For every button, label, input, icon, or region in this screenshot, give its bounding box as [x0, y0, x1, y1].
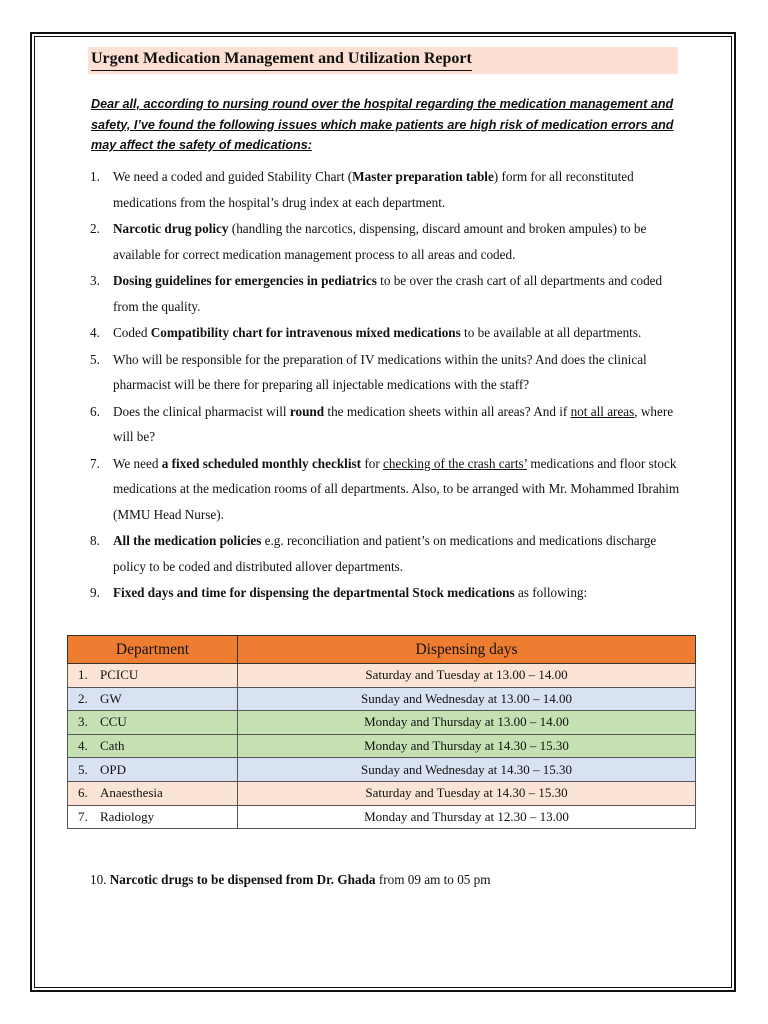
intro-paragraph: Dear all, according to nursing round over the hospital regarding the medication management and safety, I’ve found the following issues which make patients are high risk of medication errors and may affect the safety of medications:	[91, 97, 674, 152]
list-item: 5. Who will be responsible for the preparation of IV medications within the units? And does the clinical pharmacist will be there for preparing all injectable medications with the staff?	[90, 351, 647, 392]
dispensing-table	[67, 635, 696, 829]
department-cell: 3. CCU	[68, 711, 238, 735]
dispensing-days-cell: Monday and Thursday at 13.00 – 14.00	[238, 711, 696, 735]
table-row	[68, 664, 696, 688]
list-item: 8. All the medication policies e.g. reconciliation and patient’s on medications and medications discharge policy to be coded and distributed allover departments.	[90, 533, 657, 574]
list-item: 7. We need a fixed scheduled monthly checklist for checking of the crash carts’ medications and floor stock medications at the medication rooms of all departments. Also, to be arranged with Mr. Mohammed Ibrahim (MMU Head Nurse).	[90, 455, 680, 522]
item-10: 10. Narcotic drugs to be dispensed from Dr. Ghada from 09 am to 05 pm	[90, 872, 491, 887]
dispensing-days-cell: Saturday and Tuesday at 14.30 – 15.30	[238, 781, 696, 805]
list-item: 4. Coded Compatibility chart for intravenous mixed medications to be available at all departments.	[90, 325, 642, 340]
table-row	[68, 711, 696, 735]
list-item: 3. Dosing guidelines for emergencies in pediatrics to be over the crash cart of all departments and coded from the quality.	[90, 273, 663, 314]
dispensing-days-cell: Sunday and Wednesday at 14.30 – 15.30	[238, 758, 696, 782]
department-cell: 7. Radiology	[68, 805, 238, 829]
list-item: 2. Narcotic drug policy (handling the narcotics, dispensing, discard amount and broken ampules) to be available for correct medication management process to all areas and coded.	[90, 221, 647, 262]
table-row	[68, 734, 696, 758]
header-department: Department	[68, 636, 238, 664]
list-item: 9. Fixed days and time for dispensing the departmental Stock medications as following:	[90, 585, 588, 600]
list-item: 6. Does the clinical pharmacist will round the medication sheets within all areas? And if not all areas, where will be?	[90, 403, 674, 444]
department-cell: 5. OPD	[68, 758, 238, 782]
report-title: Urgent Medication Management and Utilization Report	[91, 50, 472, 71]
table-row	[68, 805, 696, 829]
table-row	[68, 781, 696, 805]
department-cell: 6. Anaesthesia	[68, 781, 238, 805]
department-cell: 2. GW	[68, 687, 238, 711]
table-header-row	[68, 636, 696, 664]
table-row	[68, 758, 696, 782]
dispensing-days-cell: Monday and Thursday at 12.30 – 13.00	[238, 805, 696, 829]
dispensing-days-cell: Saturday and Tuesday at 13.00 – 14.00	[238, 664, 696, 688]
table-row	[68, 687, 696, 711]
dispensing-days-cell: Monday and Thursday at 14.30 – 15.30	[238, 734, 696, 758]
list-item: 1. We need a coded and guided Stability Chart (Master preparation table) form for all reconstituted medications from the hospital’s drug index at each department.	[90, 169, 634, 210]
header-dispensing-days: Dispensing days	[238, 636, 696, 664]
issues-list	[88, 164, 688, 607]
department-cell: 4. Cath	[68, 734, 238, 758]
dispensing-days-cell: Sunday and Wednesday at 13.00 – 14.00	[238, 687, 696, 711]
department-cell: 1. PCICU	[68, 664, 238, 688]
